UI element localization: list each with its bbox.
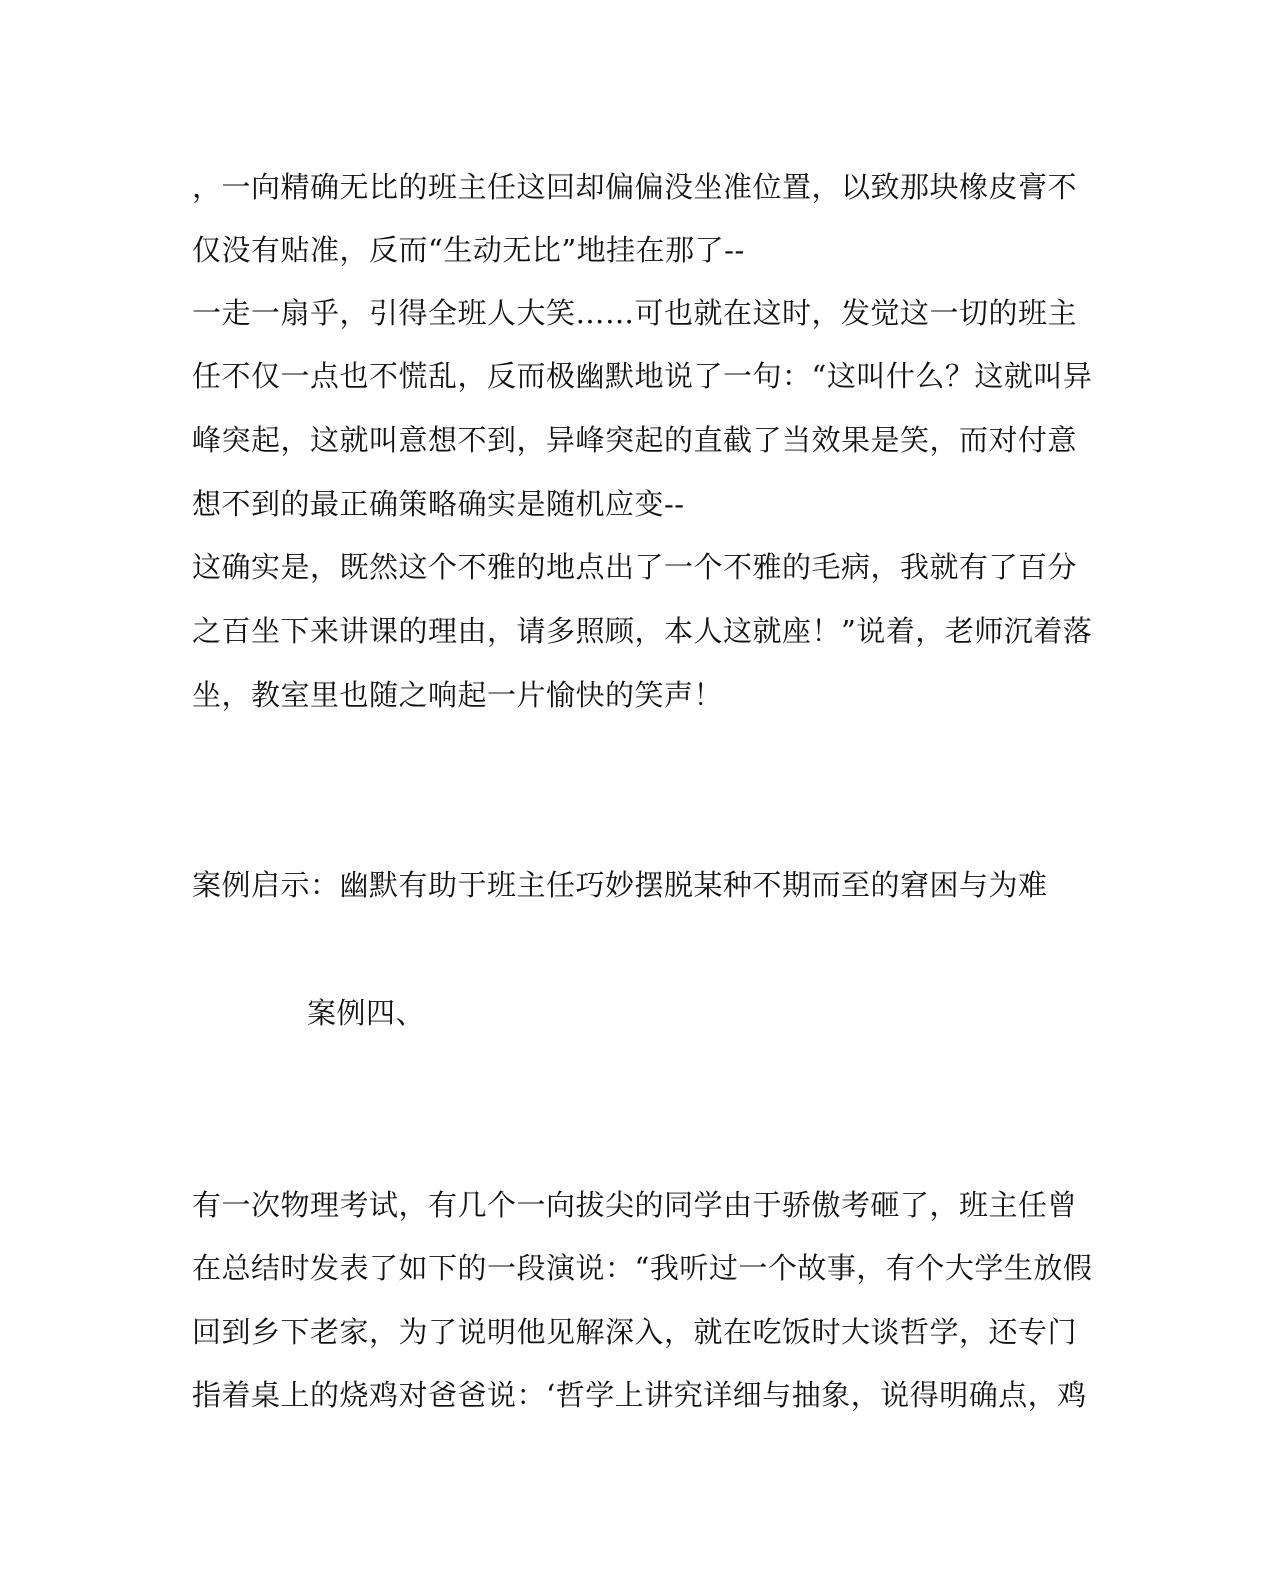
text-line: 峰突起，这就叫意想不到，异峰突起的直截了当效果是笑，而对付意 [192,423,1078,457]
text-line: 仅没有贴准，反而“生动无比”地挂在那了-- [192,233,745,267]
text-line: 之百坐下来讲课的理由，请多照顾，本人这就座！”说着，老师沉着落 [192,614,1093,648]
text-line: 坐，教室里也随之响起一片愉快的笑声！ [192,678,724,712]
text-line: 这确实是，既然这个不雅的地点出了一个不雅的毛病，我就有了百分 [192,550,1078,584]
text-line: ，一向精确无比的班主任这回却偏偏没坐准位置，以致那块橡皮膏不 [192,170,1078,204]
case-insight: 案例启示：幽默有助于班主任巧妙摆脱某种不期而至的窘困与为难 [192,868,1048,902]
text-line: 一走一扇乎，引得全班人大笑……可也就在这时，发觉这一切的班主 [192,296,1078,330]
section-heading: 案例四、 [307,996,426,1030]
text-line: 任不仅一点也不慌乱，反而极幽默地说了一句：“这叫什么？这就叫异 [192,359,1093,393]
text-line: 想不到的最正确策略确实是随机应变-- [192,487,685,521]
text-line: 回到乡下老家，为了说明他见解深入，就在吃饭时大谈哲学，还专门 [192,1315,1078,1349]
text-line: 在总结时发表了如下的一段演说：“我听过一个故事，有个大学生放假 [192,1251,1093,1285]
text-line: 指着桌上的烧鸡对爸爸说：‘哲学上讲究详细与抽象，说得明确点，鸡 [192,1378,1087,1412]
text-line: 有一次物理考试，有几个一向拔尖的同学由于骄傲考砸了，班主任曾 [192,1188,1078,1222]
